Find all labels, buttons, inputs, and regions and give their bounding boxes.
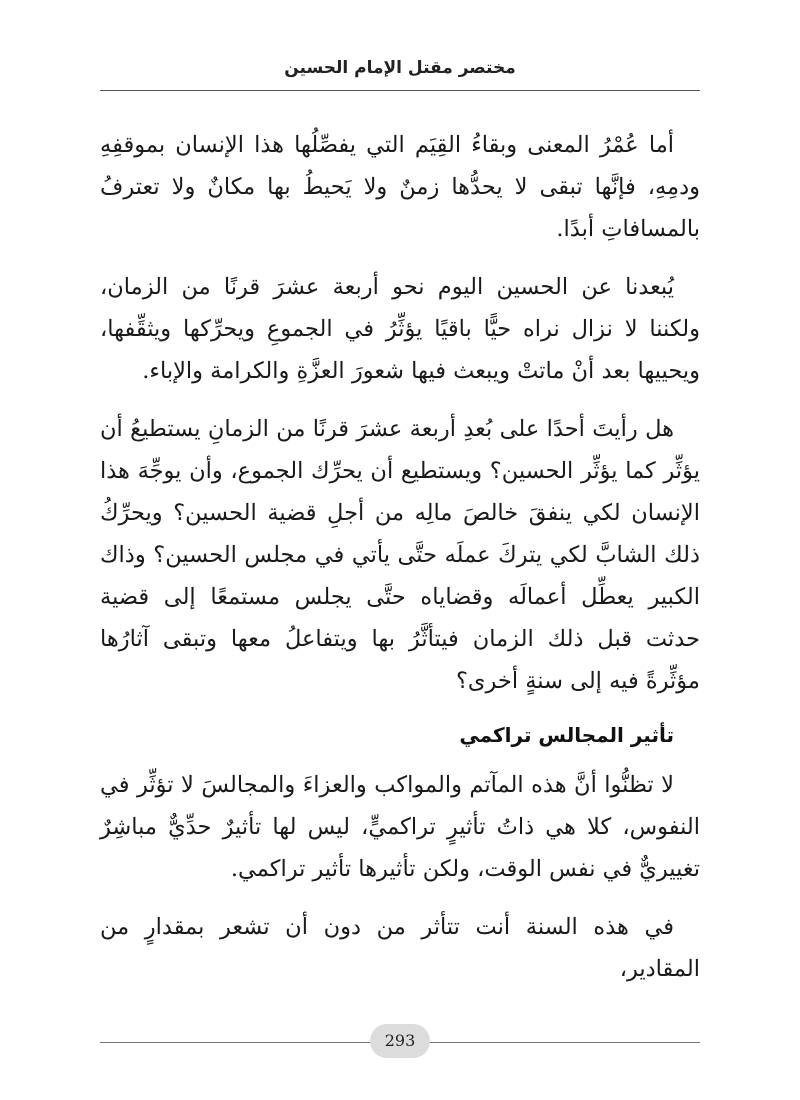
paragraph-4: لا تظنُّوا أنَّ هذه المآتم والمواكب والعزاءَ والمجالسَ لا تؤثِّر في النفوس، كلا هي ذاتُ تأثيرٍ تراكميٍّ، ليس لها تأثيرٌ حدِّيٌّ مباشِرٌ تغييريٌّ في نفس الوقت، ولكن تأثيرها تأثير تراكمي. <box>100 772 700 882</box>
paragraph-2: يُبعدنا عن الحسين اليوم نحو أربعة عشرَ قرنًا من الزمان، ولكننا لا نزال نراه حيًّا باقيًا يؤثِّرُ في الجموعِ ويحرِّكها ويثقِّفها، ويحييها بعد أنْ ماتتْ ويبعث فيها شعورَ العزَّةِ والكرامة والإباء. <box>100 274 700 384</box>
body-text <box>100 124 700 1006</box>
page-footer <box>100 1022 700 1062</box>
paragraph-1: أما عُمْرُ المعنى وبقاءُ القِيَم التي يفصِّلُها هذا الإنسان بموقفِهِ ودمِهِ، فإنَّها تبقى لا يحدُّها زمنٌ ولا يَحيطُ بها مكانٌ ولا تعترفُ بالمسافاتِ أبدًا. <box>100 132 700 242</box>
header-divider <box>100 90 700 91</box>
page-number-badge: 293 <box>370 1024 430 1058</box>
section-heading: تأثير المجالس تراكمي <box>459 723 674 747</box>
paragraph-3: هل رأيتَ أحدًا على بُعدِ أربعة عشرَ قرنًا من الزمانِ يستطيعُ أن يؤثِّر كما يؤثِّر الحسين؟ ويستطيع أن يحرِّك الجموع، وأن يوجِّهَ هذا الإنسان لكي ينفقَ خالصَ مالِه من أجلِ قضية الحسين؟ ويحرِّكُ ذلك الشابَّ لكي يتركَ عملَه حتَّى يأتي في مجلس الحسين؟ وذاك الكبير يعطِّل أعمالَه وقضاياه حتَّى يجلس مستمعًا إلى قضية حدثت قبل ذلك الزمان فيتأثَّرُ بها ويتفاعلُ معها وتبقى آثارُها مؤثِّرةً فيه إلى سنةٍ أخرى؟ <box>100 416 700 694</box>
running-header-title: مختصر مقتل الإمام الحسين <box>284 58 516 78</box>
paragraph-5: في هذه السنة أنت تتأثر من دون أن تشعر بمقدارٍ من المقادير، <box>100 914 700 982</box>
